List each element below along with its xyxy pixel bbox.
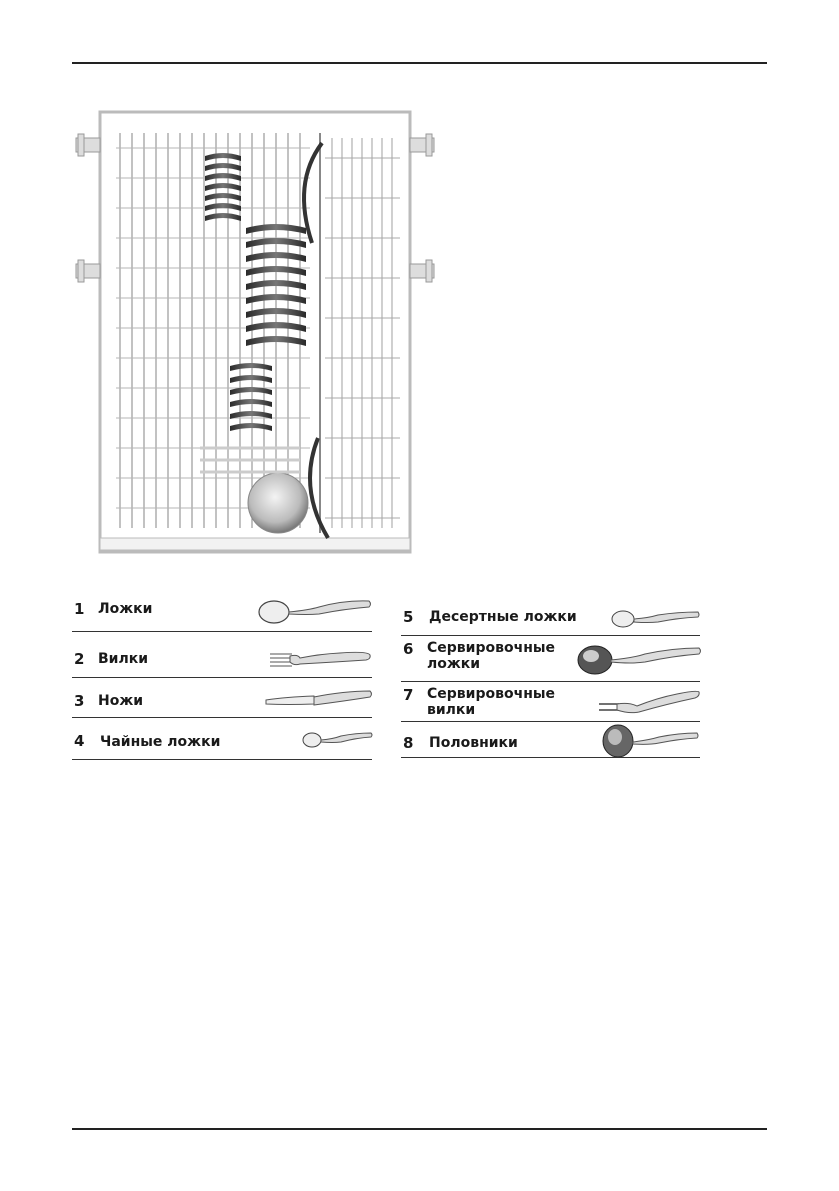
teaspoon-icon bbox=[302, 730, 374, 750]
serving-spoon-icon bbox=[577, 642, 703, 678]
item-number: 2 bbox=[74, 650, 85, 668]
item-number: 6 bbox=[403, 640, 414, 658]
list-item bbox=[401, 598, 700, 636]
item-number: 1 bbox=[74, 600, 85, 618]
item-number: 7 bbox=[403, 686, 414, 704]
list-item bbox=[401, 722, 700, 758]
item-label: Сервировочные ложки bbox=[427, 640, 556, 672]
divider bbox=[401, 757, 700, 758]
list-item bbox=[401, 682, 700, 722]
list-item bbox=[72, 632, 372, 678]
item-number: 8 bbox=[403, 734, 414, 752]
header-rule bbox=[72, 62, 767, 64]
item-label: Десертные ложки bbox=[429, 609, 577, 625]
list-item bbox=[72, 590, 372, 632]
item-label: Ложки bbox=[98, 601, 153, 617]
item-label: Чайные ложки bbox=[100, 734, 221, 750]
item-number: 5 bbox=[403, 608, 414, 626]
item-label: Ножи bbox=[98, 693, 144, 709]
footer-rule bbox=[72, 1128, 767, 1130]
spoon-icon bbox=[258, 596, 372, 626]
item-number: 4 bbox=[74, 732, 85, 750]
item-label: Вилки bbox=[98, 651, 149, 667]
ladle-icon bbox=[601, 724, 701, 758]
serving-fork-icon bbox=[597, 688, 701, 716]
divider bbox=[72, 759, 372, 760]
item-number: 3 bbox=[74, 692, 85, 710]
list-item bbox=[401, 636, 700, 682]
item-label: Половники bbox=[429, 735, 518, 751]
fork-icon bbox=[268, 648, 372, 670]
dishwasher-rack-illustration bbox=[70, 108, 440, 556]
list-item bbox=[72, 718, 372, 760]
item-label: Сервировочные вилки bbox=[427, 686, 556, 718]
knife-icon bbox=[264, 688, 374, 710]
list-item bbox=[72, 678, 372, 718]
dessert-spoon-icon bbox=[611, 608, 701, 630]
